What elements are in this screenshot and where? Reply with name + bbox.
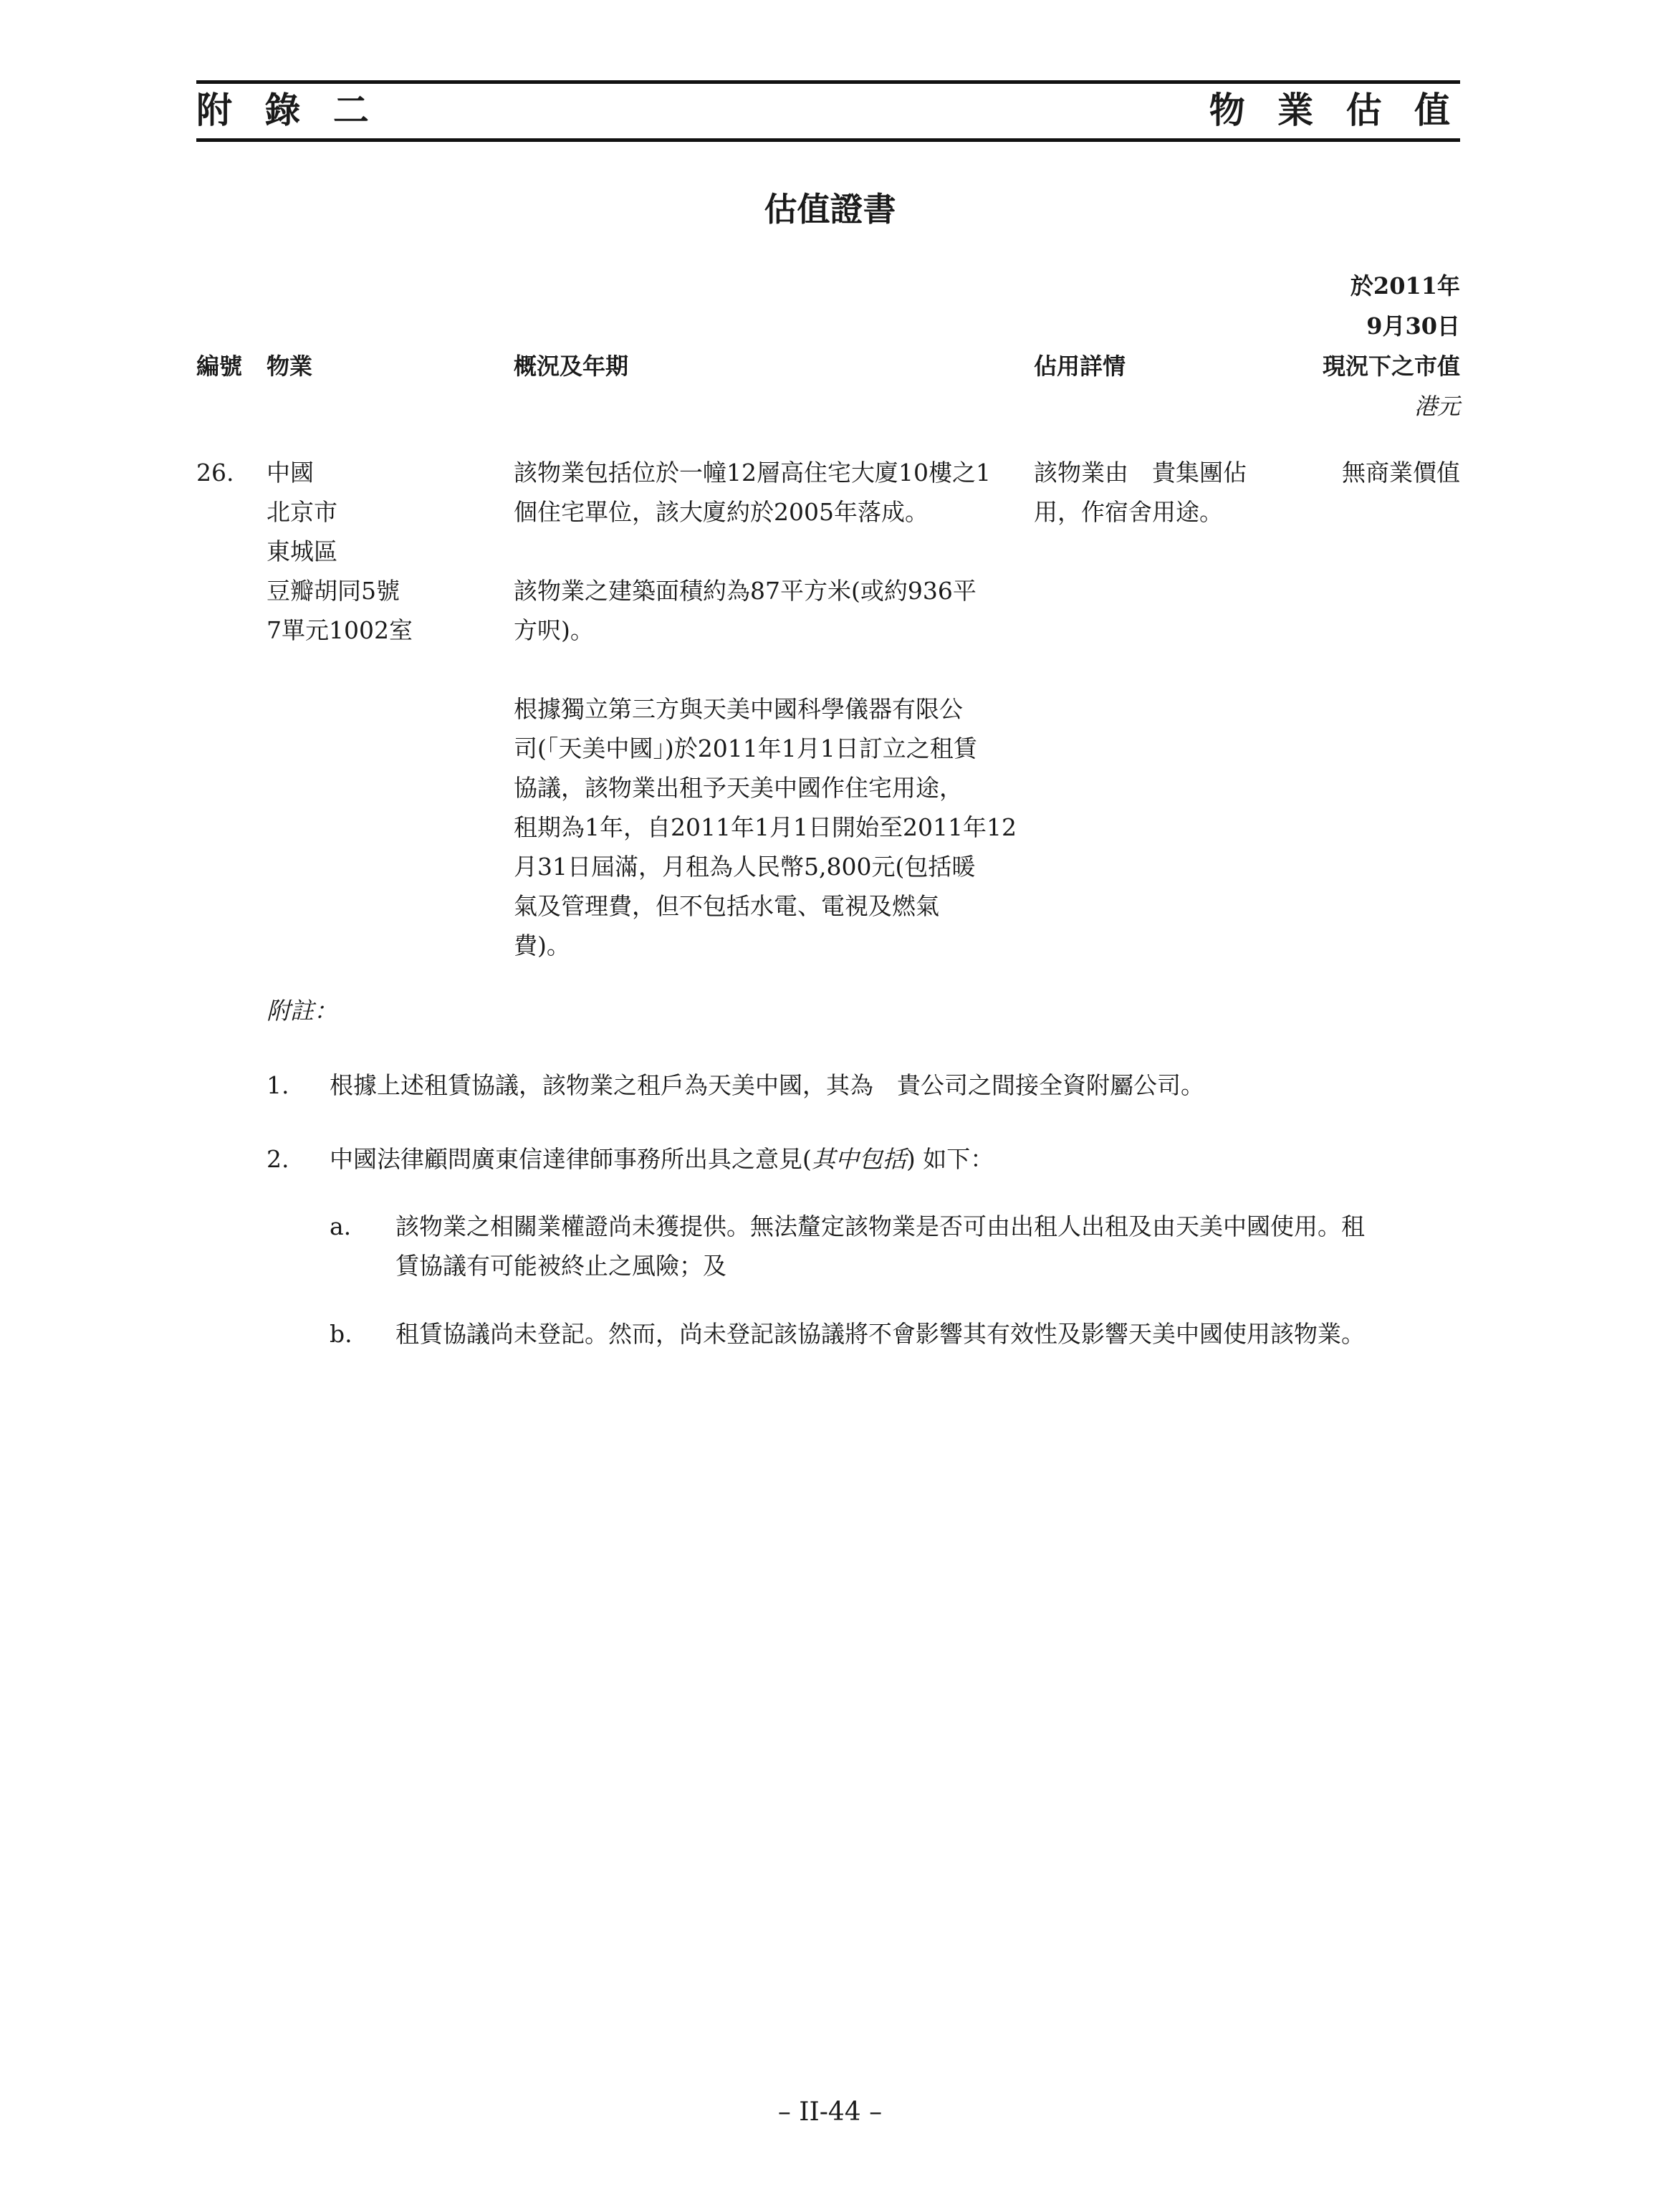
note-2-text-pre: 中國法律顧問廣東信達律師事務所出具之意見( [330,1145,812,1173]
address-line: 豆瓣胡同5號 [267,577,400,605]
address-line: 7單元1002室 [267,616,413,644]
description-line: 費)。 [514,932,570,959]
description-paragraph-3 [514,689,1017,965]
description-line: 司(「天美中國」)於2011年1月1日訂立之租賃 [514,734,977,762]
address-line: 東城區 [267,537,337,565]
description-paragraph-2 [514,571,977,650]
property-address [267,453,413,650]
note-2b-text: 租賃協議尚未登記。然而，尚未登記該協議將不會影響其有效性及影響天美中國使用該物業。 [395,1320,1365,1348]
value-header-date-year: 於2011年 [1350,272,1460,300]
value-header-label: 現況下之市值 [1322,353,1460,380]
value-header-unit: 港元 [1414,393,1460,420]
row-number: 26. [196,459,234,487]
description-line: 協議，該物業出租予天美中國作住宅用途， [514,774,963,802]
header-top-rule [196,80,1460,84]
note-2-text-italic: 其中包括 [811,1145,906,1173]
notes-heading: 附註： [267,997,337,1025]
section-label: 物 業 估 值 [1209,89,1460,131]
description-header: 概況及年期 [514,353,629,380]
value-header-date-day: 9月30日 [1366,312,1460,340]
description-paragraph-1 [514,453,991,532]
description-line: 氣及管理費，但不包括水電、電視及燃氣 [514,892,939,920]
note-2-text [330,1139,994,1179]
description-line: 該物業包括位於一幢12層高住宅大廈10樓之1 [514,459,991,487]
certificate-title: 估值證書 [764,190,896,229]
note-2-number: 2. [267,1145,289,1173]
note-2a-line: 該物業之相關業權證尚未獲提供。無法釐定該物業是否可由出租人出租及由天美中國使用。租 [395,1212,1365,1240]
note-2a-text [395,1207,1365,1285]
property-header: 物業 [267,353,313,380]
page-number: – II-44 – [777,2097,883,2127]
occupancy-header: 佔用詳情 [1034,353,1126,380]
occupancy-details [1034,453,1247,532]
description-line: 月31日屆滿，月租為人民幣5,800元(包括暖 [514,853,976,881]
market-value: 無商業價值 [1342,459,1460,487]
number-header: 編號 [196,353,243,380]
occupancy-line: 該物業由 貴集團佔 [1034,459,1247,487]
description-line: 租期為1年，自2011年1月1日開始至2011年12 [514,813,1017,841]
note-2a-letter: a. [330,1212,352,1240]
note-2b-letter: b. [330,1320,352,1348]
description-line: 個住宅單位，該大廈約於2005年落成。 [514,498,929,526]
description-line: 方呎)。 [514,616,594,644]
note-2-text-post: ) 如下： [906,1145,994,1173]
occupancy-line: 用，作宿舍用途。 [1034,498,1223,526]
note-2a-line: 賃協議有可能被終止之風險；及 [395,1252,726,1280]
value-header [1323,266,1460,426]
description-line: 該物業之建築面積約為87平方米(或約936平 [514,577,977,605]
note-1-number: 1. [267,1071,289,1099]
note-1-text: 根據上述租賃協議，該物業之租戶為天美中國，其為 貴公司之間接全資附屬公司。 [330,1071,1204,1099]
header-bottom-rule [196,138,1460,142]
address-line: 中國 [267,459,314,487]
appendix-label: 附 錄 二 [196,89,379,131]
address-line: 北京市 [267,498,337,526]
description-line: 根據獨立第三方與天美中國科學儀器有限公 [514,695,963,723]
